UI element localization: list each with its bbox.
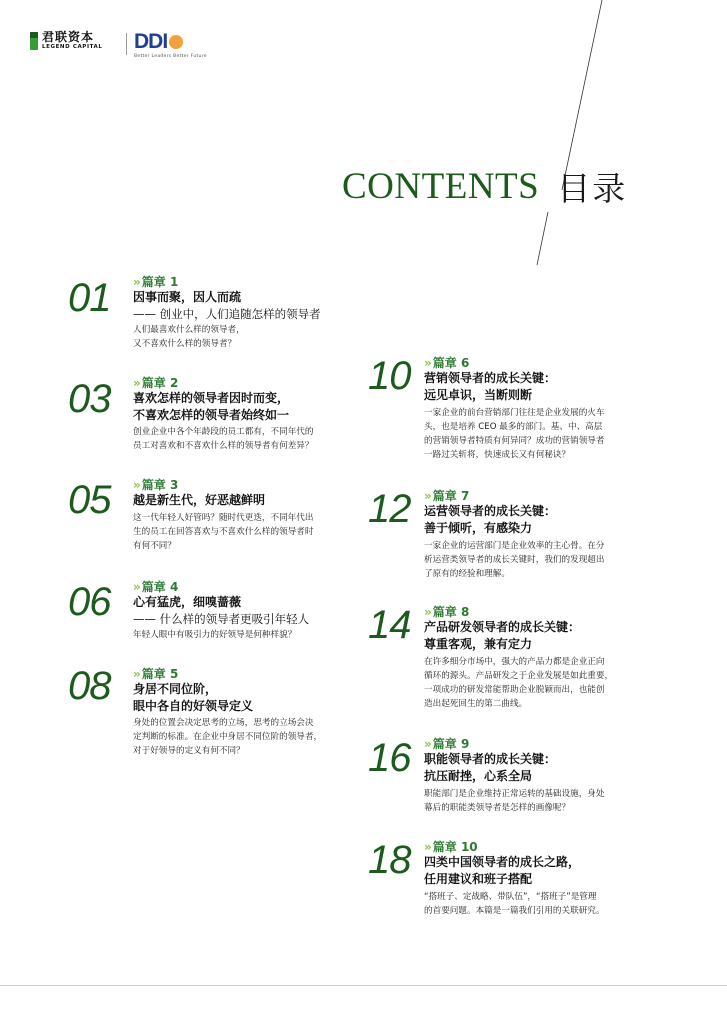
- logo1-cn-text: 君联资本: [42, 30, 95, 44]
- chevron-icon: »: [133, 376, 138, 390]
- toc-entry-08[interactable]: [133, 667, 322, 758]
- entry-desc: 员工对喜欢和不喜欢什么样的领导者有何差异？: [133, 441, 314, 451]
- entry-desc: 对于好领导的定义有何不同？: [133, 746, 245, 756]
- entry-heading: 心有猛虎，细嗅蔷薇: [133, 595, 242, 609]
- entry-heading: 远见卓识，当断则断: [424, 388, 533, 402]
- entry-desc: 一项成功的研发常能帮助企业脱颖而出，也能创: [424, 685, 605, 695]
- entry-heading: 不喜欢怎样的领导者始终如一: [133, 408, 290, 422]
- entry-desc: 循环的源头。产品研发之于企业发展是如此重要，: [424, 671, 614, 681]
- legend-capital-mark-icon: [30, 32, 38, 50]
- chevron-icon: »: [424, 356, 429, 370]
- toc-page-number[interactable]: 18: [368, 838, 411, 882]
- entry-desc: 一家企业的前台营销部门往往是企业发展的火车: [424, 408, 605, 418]
- chapter-label: » 篇章 6: [424, 356, 470, 370]
- chapter-label: » 篇章 2: [133, 376, 179, 390]
- toc-page-number[interactable]: 05: [68, 478, 111, 522]
- chevron-icon: »: [424, 605, 429, 619]
- entry-desc: 一路过关斩将，快速成长又有何秘诀？: [424, 450, 571, 460]
- chapter-label: » 篇章 7: [424, 489, 470, 503]
- entry-heading: 职能领导者的成长关键：: [424, 752, 557, 766]
- entry-desc: 了原有的经验和理解。: [424, 569, 510, 579]
- entry-desc: 的首要问题。本篇是一篇我们引用的关联研究。: [424, 906, 605, 916]
- entry-heading: 身居不同位阶，: [133, 682, 218, 696]
- entry-desc: 生的员工在回答喜欢与不喜欢什么样的领导者时: [133, 527, 314, 537]
- entry-heading: 喜欢怎样的领导者因时而变，: [133, 391, 290, 405]
- chapter-label: » 篇章 1: [133, 275, 179, 289]
- toc-page-number[interactable]: 01: [68, 276, 111, 320]
- toc-page-number[interactable]: 14: [368, 603, 411, 647]
- toc-page-number[interactable]: 08: [68, 664, 111, 708]
- entry-desc: 幕后的职能类领导者是怎样的画像呢？: [424, 803, 571, 813]
- entry-heading: 抗压耐挫，心系全局: [424, 769, 533, 783]
- footer-divider: [0, 985, 727, 986]
- toc-entry-12[interactable]: [424, 489, 604, 581]
- toc-entry-18[interactable]: [424, 840, 604, 918]
- toc-entry-01[interactable]: [133, 275, 321, 351]
- chevron-icon: »: [424, 489, 429, 503]
- ddi-tagline: Better Leaders Better Future: [134, 54, 207, 59]
- chapter-label: » 篇章 3: [133, 478, 179, 492]
- entry-heading: 尊重客观，兼有定力: [424, 637, 533, 651]
- chevron-icon: »: [133, 667, 138, 681]
- chevron-icon: »: [424, 840, 429, 854]
- toc-entry-05[interactable]: [133, 478, 313, 553]
- page-title: [342, 166, 628, 208]
- entry-desc: 在许多细分市场中，强大的产品力都是企业正向: [424, 657, 605, 667]
- chevron-icon: »: [133, 580, 138, 594]
- entry-subheading: —— 什么样的领导者更吸引年轻人: [133, 612, 310, 626]
- entry-heading: 善于倾听，有感染力: [424, 521, 533, 535]
- toc-page-number[interactable]: 03: [68, 377, 111, 421]
- toc-page-number[interactable]: 06: [68, 580, 111, 624]
- entry-desc: 的营销领导者特质有何异同？成功的营销领导者: [424, 436, 605, 446]
- logo-divider: [126, 33, 127, 55]
- toc-page-number[interactable]: 12: [368, 487, 411, 531]
- entry-desc: 职能部门是企业维持正常运转的基础设施，身处: [424, 789, 605, 799]
- toc-entry-10[interactable]: [424, 356, 604, 462]
- toc-entry-16[interactable]: [424, 737, 604, 815]
- entry-heading: 因事而聚，因人而疏: [133, 290, 242, 304]
- entry-desc: 这一代年轻人好管吗？随时代更迭，不同年代出: [133, 513, 314, 523]
- entry-desc: 创业企业中各个年龄段的员工都有，不同年代的: [133, 427, 314, 437]
- entry-heading: 越是新生代，好恶越鲜明: [133, 493, 266, 507]
- toc-entry-06[interactable]: [133, 580, 309, 642]
- chapter-label: » 篇章 8: [424, 605, 470, 619]
- entry-heading: 运营领导者的成长关键：: [424, 504, 557, 518]
- chapter-label: » 篇章 5: [133, 667, 179, 681]
- entry-desc: 一家企业的运营部门是企业效率的主心骨。在分: [424, 541, 605, 551]
- title-en: CONTENTS: [342, 166, 540, 207]
- entry-heading: 任用建议和班子搭配: [424, 872, 533, 886]
- chapter-label: » 篇章 4: [133, 580, 179, 594]
- title-cn: 目录: [557, 169, 628, 208]
- entry-desc: 又不喜欢什么样的领导者？: [133, 339, 237, 349]
- entry-heading: 眼中各自的好领导定义: [133, 699, 254, 713]
- toc-entry-14[interactable]: [424, 605, 613, 711]
- ddi-logo-text: DDI: [134, 30, 168, 53]
- chapter-label: » 篇章 9: [424, 737, 470, 751]
- entry-heading: 营销领导者的成长关键：: [424, 371, 557, 385]
- entry-desc: 造出起死回生的第二曲线。: [424, 699, 528, 709]
- logo1-en-text: LEGEND CAPITAL: [42, 44, 103, 50]
- entry-heading: 四类中国领导者的成长之路，: [424, 855, 581, 869]
- ddi-dot-icon: [169, 35, 183, 49]
- chapter-label: » 篇章 10: [424, 840, 478, 854]
- entry-desc: “搭班子、定战略、带队伍”，“搭班子”是管理: [424, 892, 597, 902]
- toc-entry-03[interactable]: [133, 376, 313, 453]
- entry-desc: 身处的位置会决定思考的立场，思考的立场会决: [133, 718, 314, 728]
- toc-page-number[interactable]: 10: [368, 354, 411, 398]
- entry-heading: 产品研发领导者的成长关键：: [424, 620, 581, 634]
- chevron-icon: »: [424, 737, 429, 751]
- entry-subheading: —— 创业中，人们追随怎样的领导者: [133, 307, 321, 321]
- legend-capital-logo: [30, 31, 102, 51]
- toc-page-number[interactable]: 16: [368, 736, 411, 780]
- entry-desc: 析运营类领导者的成长关键时，我们的发现超出: [424, 555, 605, 565]
- entry-desc: 年轻人眼中有吸引力的好领导是何种样貌？: [133, 630, 297, 640]
- entry-desc: 定判断的标准。在企业中身居不同位阶的领导者，: [133, 732, 323, 742]
- entry-desc: 有何不同？: [133, 541, 176, 551]
- ddi-logo: [134, 31, 207, 59]
- chevron-icon: »: [133, 478, 138, 492]
- entry-desc: 人们最喜欢什么样的领导者，: [133, 325, 245, 335]
- entry-desc: 头，也是培养 CEO 最多的部门。基、中、高层: [424, 422, 603, 432]
- chevron-icon: »: [133, 275, 138, 289]
